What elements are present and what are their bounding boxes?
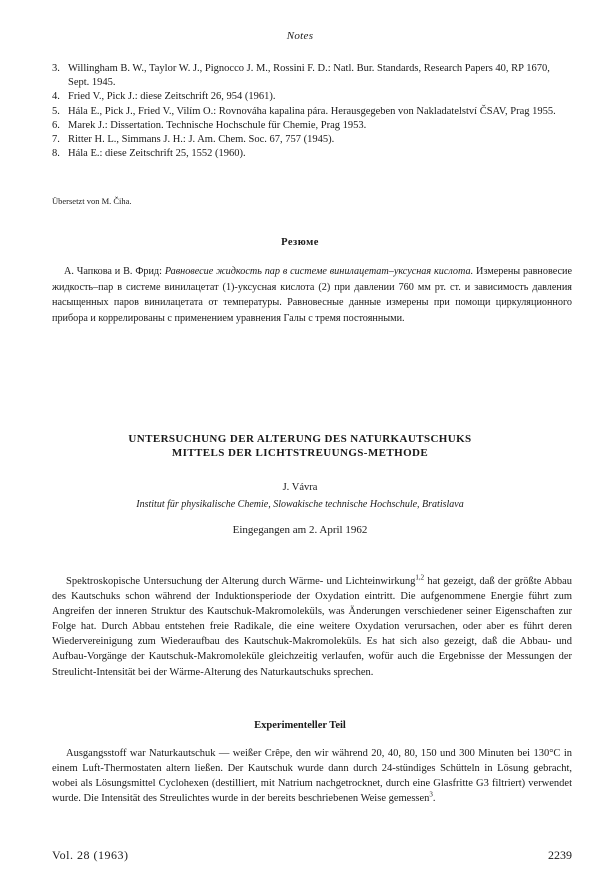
resume-title-ru: Равновесие жидкость пар в системе винилацетат–уксусная кислота. <box>164 266 474 277</box>
reference-number: 3. <box>52 63 60 74</box>
article-title <box>0 432 600 460</box>
reference-text: Marek J.: Dissertation. Technische Hochschule für Chemie, Prag 1953. <box>68 119 367 131</box>
reference-text: Hála E., Pick J., Fried V., Vilím O.: Rovnováha kapalina pára. Herausgegeben von Nakladatelství ČSAV, Prag 1955. <box>68 105 556 117</box>
article-title-line-2: MITTELS DER LICHTSTREUUNGS-METHODE <box>171 447 429 459</box>
received-date: Eingegangen am 2. April 1962 <box>232 524 368 536</box>
intro-text-b: hat gezeigt, daß der größte Abbau des Kautschuks schon während der Induktionsperiode der Oxydation eintritt. Die aufgenommene Energie führt zum Angreifen der inneren Struktur des Kautschuk-Makromoleküls, was Änderungen verschiedener seiner Eigenschaften zur Folge hat. Durch Abbau entstehen freie Radikale, die eine weitere Oxydation verursachen, oder aber es führt deren Wiedervereinigung zum Wiederaufbau des Kautschuk-Makromoleküls. Es hat sich also gezeigt, daß die Abbau- und Aufbau-Vorgänge der Kautschuk-Makromoleküle gleichzeitig verlaufen, wofür auch die Ergebnisse der Messungen der Streulicht-Intensität bei der Wärme-Alterung des Naturkautschuks sprechen. <box>52 576 572 678</box>
intro-text-a: Spektroskopische Untersuchung der Alterung durch Wärme- und Lichteinwirkung <box>66 576 416 587</box>
reference-item <box>52 90 572 104</box>
reference-item <box>52 62 572 90</box>
reference-number: 6. <box>52 119 60 131</box>
reference-item <box>52 119 572 133</box>
article-author: J. Vávra <box>282 482 318 493</box>
reference-text: Hála E.: diese Zeitschrift 25, 1552 (1960). <box>68 148 246 160</box>
citation-sup: 3 <box>429 790 433 799</box>
reference-item <box>52 147 572 161</box>
article-institute: Institut für physikalische Chemie, Slowakische technische Hochschule, Bratislava <box>136 499 464 510</box>
reference-number: 4. <box>52 91 60 103</box>
reference-list <box>52 62 572 161</box>
experimental-paragraph <box>52 746 572 806</box>
intro-paragraph <box>52 574 572 680</box>
running-head: Notes <box>286 30 314 42</box>
reference-text: Fried V., Pick J.: diese Zeitschrift 26, 954 (1961). <box>68 91 276 103</box>
reference-text: Ritter H. L., Simmans J. H.: J. Am. Chem. Soc. 67, 757 (1945). <box>68 134 335 146</box>
resume-paragraph <box>52 264 572 326</box>
resume-text: Измерены равновесие жидкость–пар в системе винилацетат (1)-уксусная кислота (2) при давлении 760 мм рт. ст. и зависимость давления насыщенных паров винилацетата от температуры. Равновесные данные измерены при помощи циркуляционного прибора и коррелированы с применением уравнения Галы с тремя постоянными. <box>52 266 573 324</box>
experimental-text-a: Ausgangsstoff war Naturkautschuk — weißer Crêpe, den wir während 20, 40, 80, 150 und 300 Minuten bei 130°C in einem Luft-Thermostaten altern ließen. Der Kautschuk wurde dann durch 24-stündiges Schütteln in Lösung gebracht, wobei als Lösungsmittel Cyclohexen (destilliert, mit Natrium nachgetrocknet, durch eine Glasfritte G3 filtriert) verwendet wurde. Die Intensität des Streulichtes wurde in der bereits beschriebenen Weise gemessen <box>52 748 572 805</box>
reference-item <box>52 133 572 147</box>
reference-number: 8. <box>52 148 60 160</box>
reference-number: 7. <box>52 134 60 146</box>
page-number: 2239 <box>548 848 572 862</box>
translator-note: Übersetzt von M. Čiha. <box>52 196 132 206</box>
reference-text: Willingham B. W., Taylor W. J., Pignocco J. M., Rossini F. D.: Natl. Bur. Standards, Research Papers 40, RP 1670, Sept. 1945. <box>68 63 550 89</box>
volume-label: Vol. 28 (1963) <box>52 848 129 862</box>
reference-number: 5. <box>52 105 60 117</box>
section-heading: Experimenteller Teil <box>254 720 346 731</box>
resume-authors: А. Чапкова и В. Фрид: <box>64 266 162 277</box>
resume-heading: Резюме <box>281 237 319 248</box>
reference-item <box>52 105 572 119</box>
citation-sup: 1,2 <box>415 573 425 582</box>
experimental-text-b: . <box>432 793 436 805</box>
article-title-line-1: UNTERSUCHUNG DER ALTERUNG DES NATURKAUTSCHUKS <box>128 433 472 445</box>
